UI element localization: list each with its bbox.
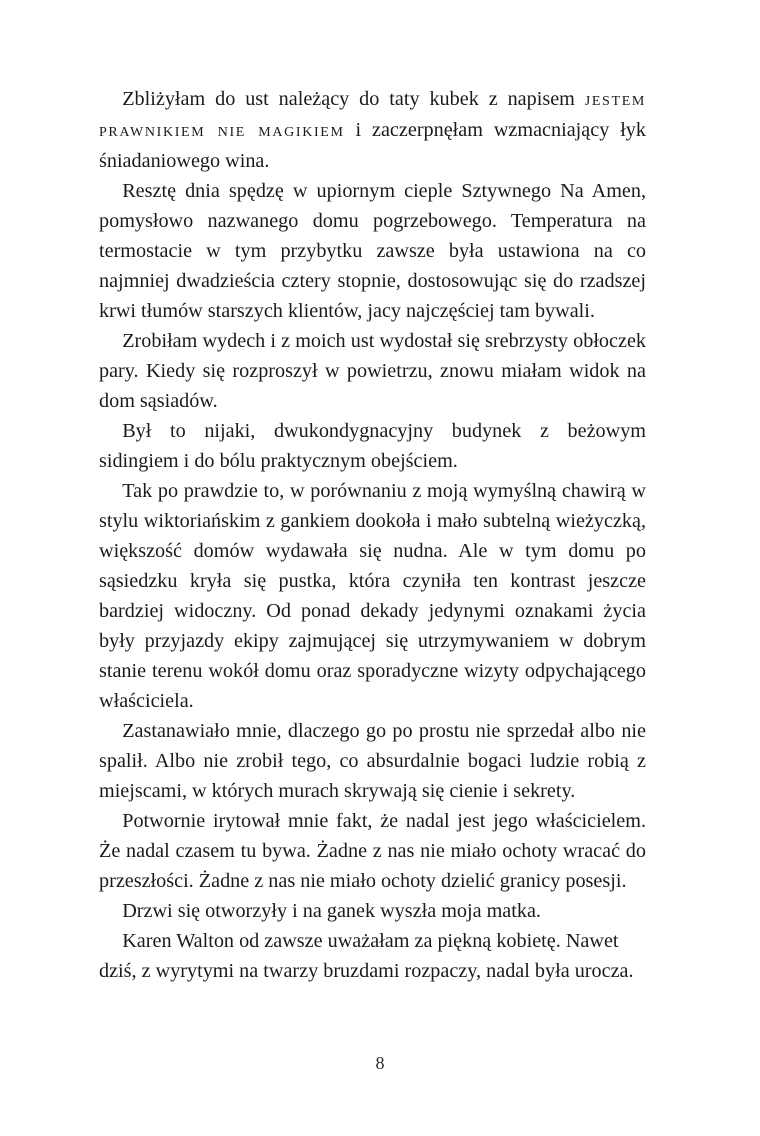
paragraph-1-lead: Zbliżyłam do ust należący do taty kubek z napisem — [122, 88, 585, 110]
paragraph-6: Zastanawiało mnie, dlaczego go po prostu nie sprzedał albo nie spalił. Albo nie zrobił tego, co absurdalnie bogaci ludzie robią z miejscami, w których murach skrywają się cienie i sekrety. — [99, 720, 646, 802]
mug-inscription-smallcaps: jestem prawnikiem nie magikiem — [99, 89, 646, 141]
paragraph-3: Zrobiłam wydech i z moich ust wydostał się srebrzysty obłoczek pary. Kiedy się rozproszył w powietrzu, znowu miałam widok na dom sąsiadów. — [99, 330, 646, 412]
paragraph-5: Tak po prawdzie to, w porównaniu z moją wymyślną chawirą w stylu wiktoriańskim z gankiem dookoła i mało subtelną wieżyczką, większość domów wydawała się nudna. Ale w tym domu po sąsiedzku kryła się pustka, która czyniła ten kontrast jeszcze bardziej widoczny. Od ponad dekady jedynymi oznakami życia były przyjazdy ekipy zajmującej się utrzymywaniem w dobrym stanie terenu wokół domu oraz sporadyczne wizyty odpychającego właściciela. — [99, 480, 646, 712]
paragraph-1 — [99, 84, 646, 176]
paragraph-7: Potwornie irytował mnie fakt, że nadal jest jego właścicielem. Że nadal czasem tu bywa. Żadne z nas nie miało ochoty wracać do przeszłości. Żadne z nas nie miało ochoty dzielić granicy posesji. — [99, 810, 646, 892]
paragraph-8: Drzwi się otworzyły i na ganek wyszła moja matka. — [122, 900, 541, 922]
paragraph-4: Był to nijaki, dwukondygnacyjny budynek z beżowym sidingiem i do bólu praktycznym obejściem. — [99, 420, 646, 472]
page-number: 8 — [375, 1053, 385, 1073]
paragraph-9: Karen Walton od zawsze uważałam za piękną kobietę. Nawet dziś, z wyrytymi na twarzy bruzdami rozpaczy, nadal była urocza. — [99, 930, 634, 982]
page-body-text — [99, 84, 646, 986]
paragraph-2: Resztę dnia spędzę w upiornym cieple Sztywnego Na Amen, pomysłowo nazwanego domu pogrzebowego. Temperatura na termostacie w tym przybytku zawsze była ustawiona na co najmniej dwadzieścia cztery stopnie, dostosowując się do rzadszej krwi tłumów starszych klientów, jacy najczęściej tam bywali. — [99, 180, 646, 322]
paragraph-1-tail: i zaczerpnęłam wzmacniający łyk śniadaniowego wina. — [99, 119, 646, 172]
